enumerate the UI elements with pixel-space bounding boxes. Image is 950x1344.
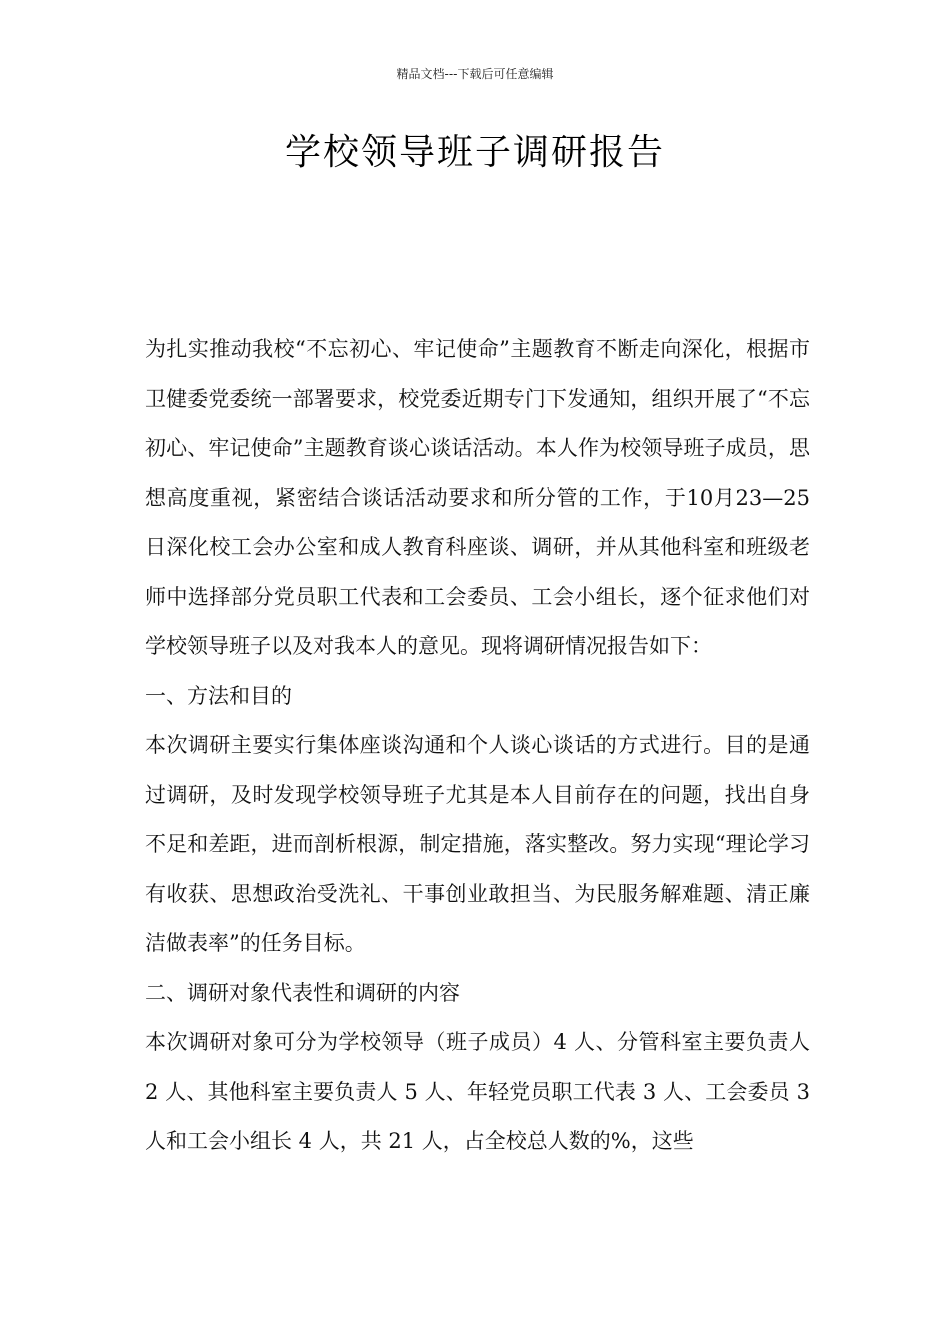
document-body <box>145 325 810 1167</box>
section-heading: 一、方法和目的 <box>145 683 292 708</box>
header-note: 精品文档---下载后可任意编辑 <box>396 67 554 81</box>
section-heading: 二、调研对象代表性和调研的内容 <box>145 980 460 1005</box>
document-title: 学校领导班子调研报告 <box>284 132 665 173</box>
body-paragraph: 为扎实推动我校“不忘初心、牢记使命”主题教育不断走向深化，根据市卫健委党委统一部署要求，校党委近期专门下发通知，组织开展了“不忘初心、牢记使命”主题教育谈心谈话活动。本人作为校领导班子成员，思想高度重视，紧密结合谈话活动要求和所分管的工作，于10月23—25日深化校工会办公室和成人教育科座谈、调研，并从其他科室和班级老师中选择部分党员职工代表和工会委员、工会小组长，逐个征求他们对学校领导班子以及对我本人的意见。现将调研情况报告如下： <box>145 337 810 658</box>
body-paragraph: 本次调研对象可分为学校领导（班子成员）4 人、分管科室主要负责人 2 人、其他科室主要负责人 5 人、年轻党员职工代表 3 人、工会委员 3 人和工会小组长 4 人，共 21 人，占全校总人数的%，这些 <box>145 1030 810 1153</box>
body-paragraph: 本次调研主要实行集体座谈沟通和个人谈心谈话的方式进行。目的是通过调研，及时发现学校领导班子尤其是本人目前存在的问题，找出自身不足和差距，进而剖析根源，制定措施，落实整改。努力实现“理论学习有收获、思想政治受洗礼、干事创业敢担当、为民服务解难题、清正廉洁做表率”的任务目标。 <box>145 733 810 955</box>
